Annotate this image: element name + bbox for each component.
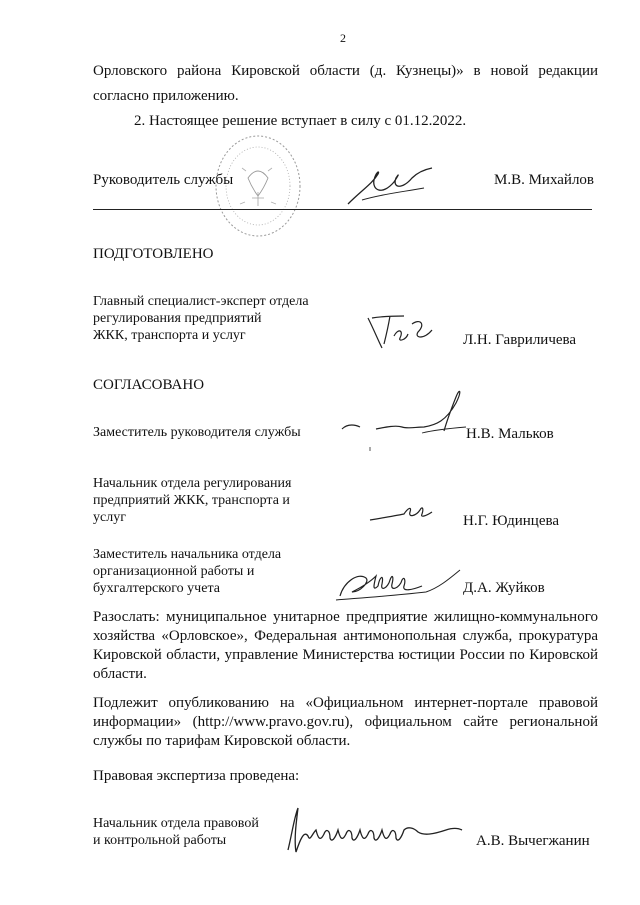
signature-icon [330,562,470,604]
signer-2-name: Н.Г. Юдинцева [463,513,560,529]
prepared-position-line-3: ЖКК, транспорта и услуг [93,328,246,343]
signature-icon [342,160,438,212]
page-number: 2 [340,31,346,45]
distribution-text: Разослать: муниципальное унитарное предприятие жилищно-коммунального хозяйства «Орловское», Федеральная антимонопольная служба, прокуратура Кировской области, управление Министерства юстиции России по Кировской области. [93,609,598,682]
intro-line-1-text: Орловского района Кировской области (д. Кузнецы)» в новой редакции [93,63,598,79]
signer-1-position-line-1: Заместитель руководителя службы [93,425,301,440]
signer-3-position-line-1: Заместитель начальника отдела [93,547,282,562]
signature-icon [368,500,434,528]
signer-3-name: Д.А. Жуйков [463,580,545,596]
signer-2-position-line-2: предприятий ЖКК, транспорта и [93,493,290,508]
prepared-position-line-2: регулирования предприятий [93,311,262,326]
item-2-text: 2. Настоящее решение вступает в силу с 01.12.2022. [134,113,467,129]
signature-icon [284,804,464,858]
signature-icon [336,383,470,455]
expertise-text: Правовая экспертиза проведена: [93,768,300,784]
prepared-name: Л.Н. Гавриличева [463,332,577,348]
prepared-heading: ПОДГОТОВЛЕНО [93,246,214,262]
signer-2-position-line-3: услуг [93,510,126,525]
signer-1-name: Н.В. Мальков [466,426,554,442]
signer-2-position-line-1: Начальник отдела регулирования [93,476,292,491]
intro-line-1 [93,62,598,81]
horizontal-rule [93,209,592,210]
head-title: Руководитель службы [93,172,234,188]
agreed-heading: СОГЛАСОВАНО [93,377,205,393]
signer-3-position-line-2: организационной работы и [93,564,255,579]
legal-position-line-2: и контрольной работы [93,833,227,848]
legal-position-line-1: Начальник отдела правовой [93,816,259,831]
prepared-position-line-1: Главный специалист-эксперт отдела [93,294,309,309]
signer-3-position-line-3: бухгалтерского учета [93,581,220,596]
publication-text: Подлежит опубликованию на «Официальном интернет-портале правовой информации» (http://www.pravo.gov.ru), официальном сайте региональной службы по тарифам Кировской области. [93,695,598,749]
intro-line-2: согласно приложению. [93,88,239,104]
signature-icon [364,310,438,352]
legal-name: А.В. Вычегжанин [476,833,590,849]
head-name: М.В. Михайлов [494,172,595,188]
